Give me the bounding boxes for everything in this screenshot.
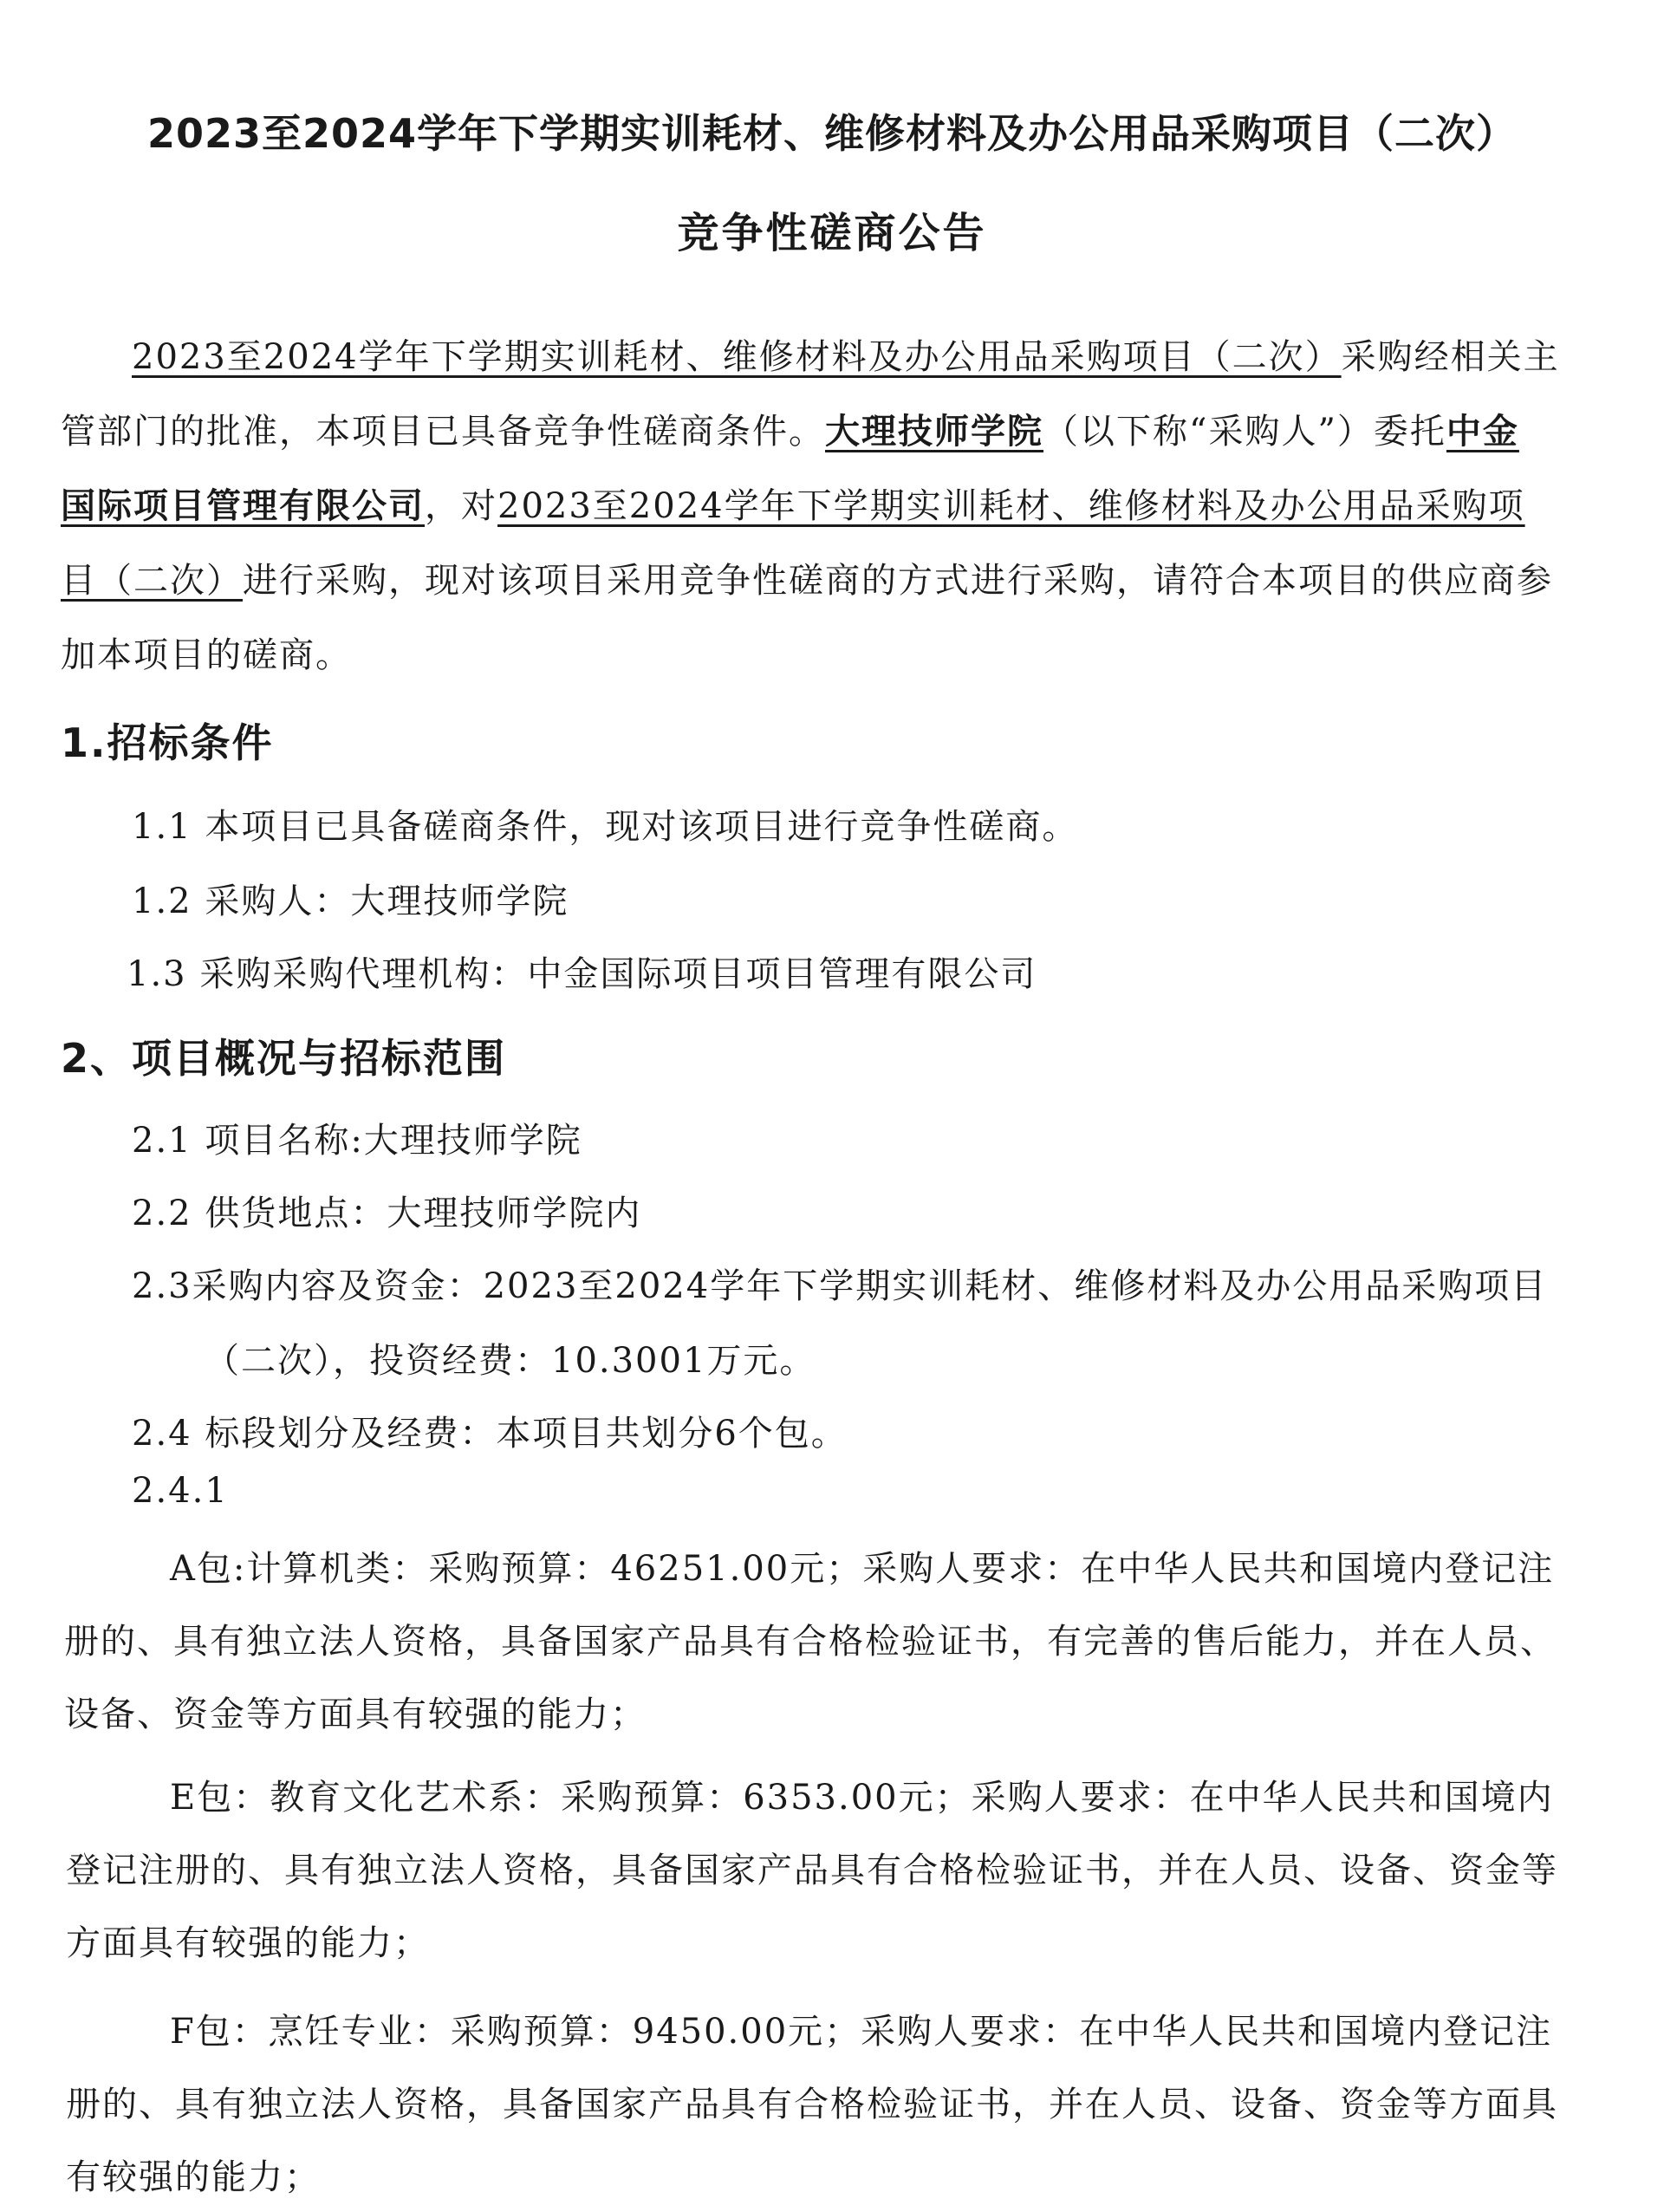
- package-e-line-2: 登记注册的、具有独立法人资格，具备国家产品具有合格检验证书，并在人员、设备、资金等: [66, 1851, 1558, 1890]
- package-f-line-3: 有较强的能力；: [66, 2157, 321, 2197]
- intro-line-4-tail: 进行采购，现对该项目采用竞争性磋商的方式进行采购，请符合本项目的供应商参: [243, 561, 1553, 601]
- intro-line-1-tail: 采购经相关主: [1341, 337, 1560, 377]
- intro-line-3-text: ，对: [425, 486, 497, 526]
- intro-project-name: 2023至2024学年下学期实训耗材、维修材料及办公用品采购项目（二次）: [132, 337, 1342, 377]
- section-2-item-4: 2.4 标段划分及经费：本项目共划分6个包。: [132, 1414, 848, 1454]
- intro-buyer-name: 大理技师学院: [825, 411, 1043, 452]
- intro-line-5: 加本项目的磋商。: [61, 635, 352, 675]
- package-e-line-3: 方面具有较强的能力；: [66, 1923, 430, 1963]
- document-title-line-2: 竞争性磋商公告: [677, 209, 987, 257]
- intro-line-4: [61, 561, 1553, 601]
- section-2-item-3-line-2: （二次），投资经费：10.3001万元。: [205, 1341, 816, 1381]
- section-1-item-2: 1.2 采购人：大理技师学院: [132, 882, 569, 921]
- intro-line-2: [61, 411, 1519, 452]
- document-title-line-1: 2023至2024学年下学期实训耗材、维修材料及办公用品采购项目（二次）: [146, 110, 1518, 157]
- package-f-line-2: 册的、具有独立法人资格，具备国家产品具有合格检验证书，并在人员、设备、资金等方面具: [66, 2085, 1558, 2124]
- section-1-heading: 1.招标条件: [61, 719, 274, 766]
- intro-line-2-text: 管部门的批准，本项目已具备竞争性磋商条件。: [61, 412, 825, 452]
- package-a-line-2: 册的、具有独立法人资格，具备国家产品具有合格检验证书，有完善的售后能力，并在人员、: [64, 1622, 1557, 1662]
- intro-line-1: [132, 337, 1560, 377]
- intro-line-3: [61, 485, 1525, 526]
- intro-project-name-2-end: 目（二次）: [61, 561, 243, 601]
- section-1-item-1: 1.1 本项目已具备磋商条件，现对该项目进行竞争性磋商。: [132, 807, 1079, 847]
- section-2-item-2: 2.2 供货地点：大理技师学院内: [132, 1194, 642, 1233]
- intro-agent-name-end: 国际项目管理有限公司: [61, 485, 425, 526]
- intro-line-2-text-b: （以下称“采购人”）委托: [1043, 412, 1446, 452]
- section-2-item-3-line-1: 2.3采购内容及资金：2023至2024学年下学期实训耗材、维修材料及办公用品采购项目: [132, 1266, 1548, 1306]
- intro-agent-name-start: 中金: [1446, 411, 1519, 452]
- section-2-item-1: 2.1 项目名称:大理技师学院: [132, 1121, 582, 1161]
- package-f-line-1: F包：烹饪专业：采购预算：9450.00元；采购人要求：在中华人民共和国境内登记注: [170, 2012, 1553, 2052]
- section-1-item-3: 1.3 采购采购代理机构：中金国际项目项目管理有限公司: [127, 954, 1037, 994]
- intro-project-name-2: 2023至2024学年下学期实训耗材、维修材料及办公用品采购项: [497, 486, 1525, 526]
- package-a-line-3: 设备、资金等方面具有较强的能力；: [64, 1695, 647, 1734]
- section-2-heading: 2、项目概况与招标范围: [61, 1035, 507, 1082]
- package-a-line-1: A包:计算机类：采购预算：46251.00元；采购人要求：在中华人民共和国境内登记注: [170, 1549, 1555, 1589]
- section-2-item-4-1: 2.4.1: [132, 1471, 229, 1511]
- package-e-line-1: E包：教育文化艺术系：采购预算：6353.00元；采购人要求：在中华人民共和国境内: [170, 1778, 1554, 1818]
